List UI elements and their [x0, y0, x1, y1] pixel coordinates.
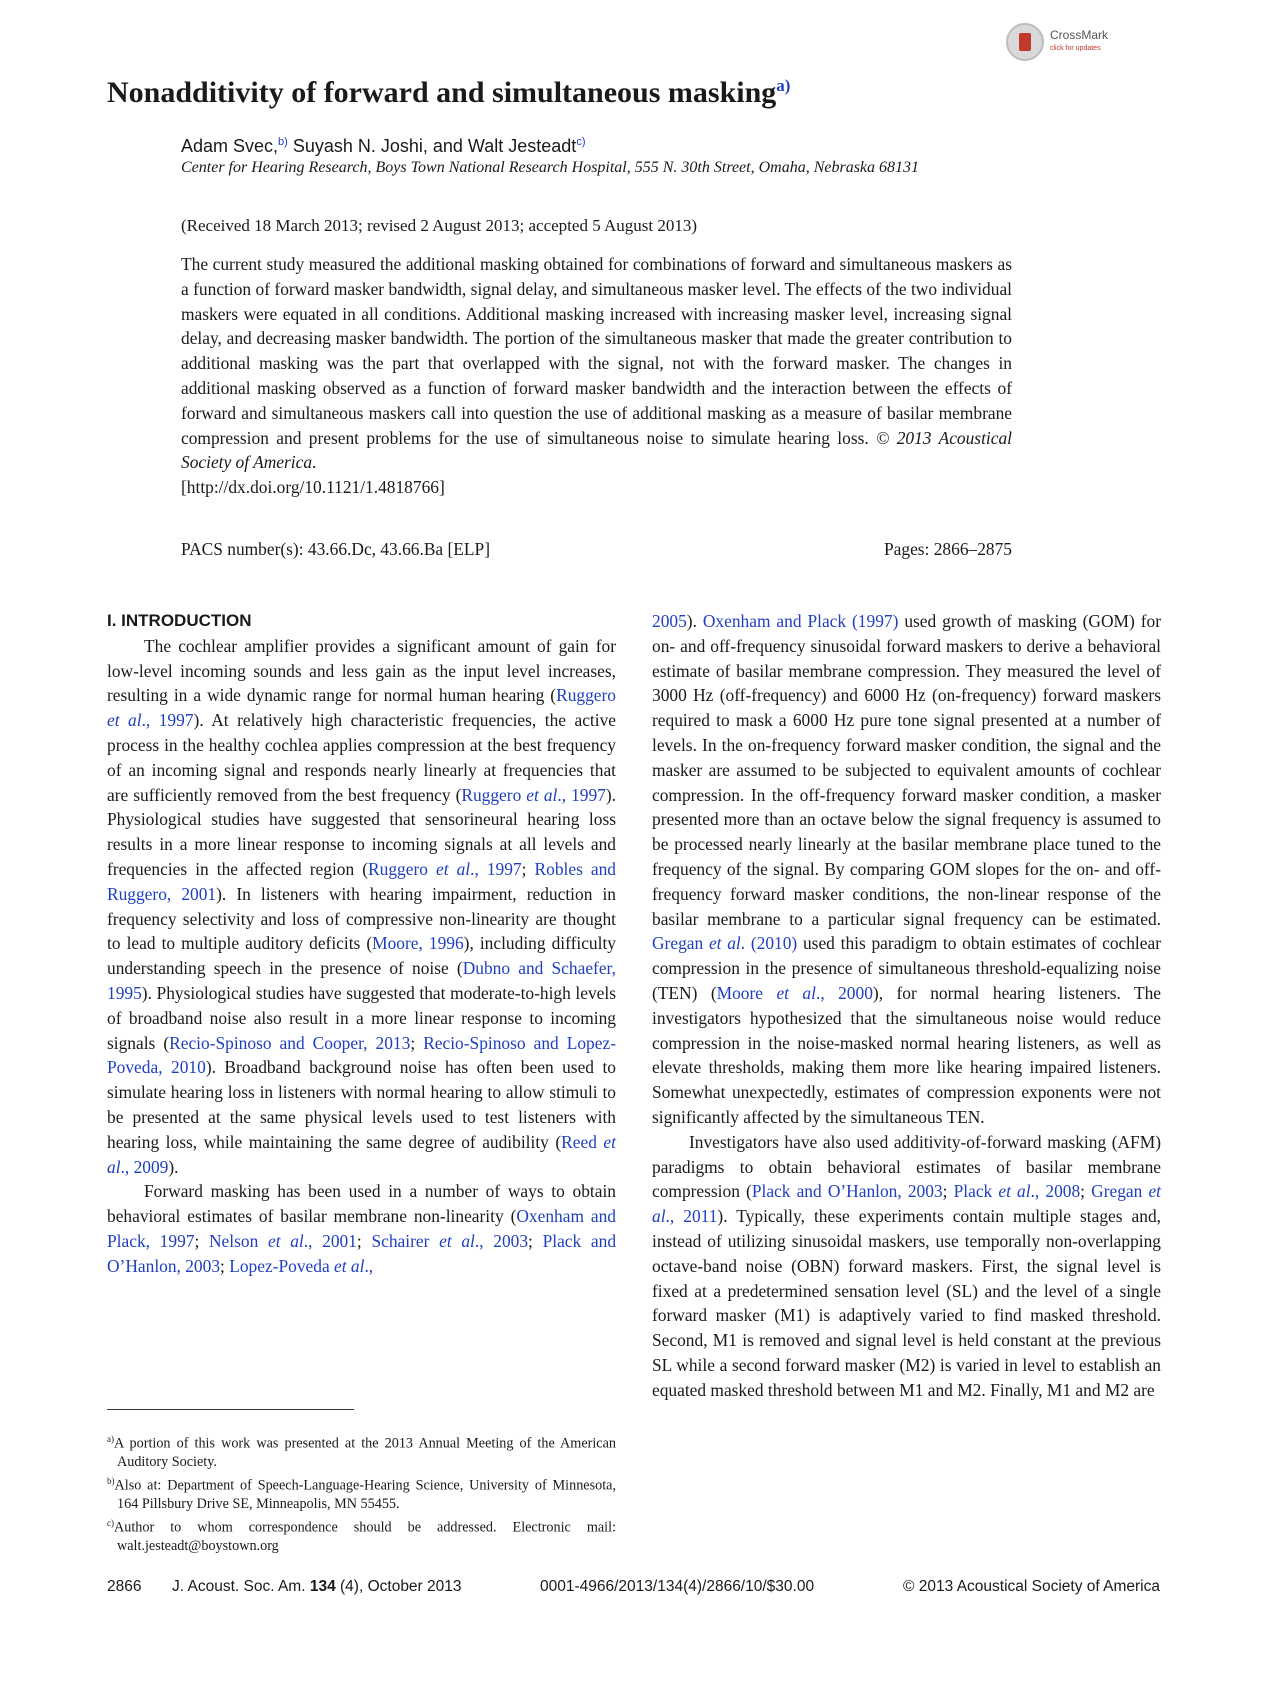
affiliation: Center for Hearing Research, Boys Town National Research Hospital, 555 N. 30th Street, Omaha, Nebraska 68131 [181, 159, 920, 176]
citation-link[interactable]: Gregan et al. (2010) [652, 933, 798, 954]
author-list [181, 131, 585, 157]
citation-link[interactable]: Recio-Spinoso and Cooper, 2013 [169, 1032, 411, 1053]
author-1: Adam Svec, [181, 136, 279, 156]
right-column [652, 609, 1161, 1403]
intro-paragraph-2-continued: 2005). Oxenham and Plack (1997) used growth of masking (GOM) for on- and off-frequency sinusoidal forward maskers to derive a behavioral estimate of basilar membrane compression. They measured the level of 3000 Hz (off-frequency) and 6000 Hz (on-frequency) forward maskers required to mask a 6000 Hz pure tone signal presented at a number of levels. In the on-frequency forward masker condition, the signal and the masker are assumed to be subjected to equivalent amounts of cochlear compression. In the off-frequency forward masker condition, a masker presented more than an octave below the signal frequency is assumed to be processed nearly linearly at the basilar membrane place tuned to the frequency of the signal. By comparing GOM slopes for the on- and off-frequency forward masker conditions, the non-linear response of the basilar membrane to a particular signal frequency can be estimated. Gregan et al. (2010) used this paradigm to obtain estimates of cochlear compression in the presence of simultaneous threshold-equalizing noise (TEN) (Moore et al., 2000), for normal hearing listeners. The investigators hypothesized that the simultaneous noise would reduce compression in the noise-masked normal hearing listeners, as well as elevate thresholds, making them more like hearing impaired listeners. Somewhat unexpectedly, estimates of compression exponents were not significantly affected by the simultaneous TEN. [652, 611, 1161, 1127]
citation-link[interactable]: Plack and O’Hanlon, 2003 [107, 1230, 617, 1276]
pacs-numbers: PACS number(s): 43.66.Dc, 43.66.Ba [ELP] [181, 539, 490, 559]
crossmark-icon [1006, 23, 1044, 61]
title-footnote-link[interactable]: a) [776, 76, 791, 95]
citation-link[interactable]: Ruggero et al., 1997 [368, 858, 522, 879]
left-column [107, 609, 616, 1279]
abstract-copyright: © 2013 Acoustical Society of America [181, 427, 1012, 473]
crossmark-sublabel: click for updates [1050, 45, 1101, 52]
page-range: Pages: 2866–2875 [883, 539, 1012, 559]
citation-link[interactable]: Schairer et al., 2003 [371, 1230, 529, 1251]
citation-link[interactable]: Oxenham and Plack, 1997 [107, 1206, 616, 1251]
citation-link[interactable]: Robles and Ruggero, 2001 [107, 858, 616, 904]
intro-paragraph-3: Investigators have also used additivity-of-forward masking (AFM) paradigms to obtain behavioral estimates of basilar membrane compression (Plack and O’Hanlon, 2003; Plack et al., 2008; Gregan et al., 2011). Typically, these experiments contain multiple stages and, instead of utilizing sinusoidal maskers, use temporally non-overlapping octave-band noise (OBN) forward maskers. First, the signal level is fixed at a predetermined sensation level (SL) and the level of a single forward masker (M1) is adaptively varied to find masked threshold. Second, M1 is removed and signal level is held constant at the previous SL while a second forward masker (M2) is varied in level to establish an equated masked threshold between M1 and M2. Finally, M1 and M2 are [652, 1131, 1162, 1400]
citation-link[interactable]: Moore et al., 2000 [716, 982, 873, 1003]
section-heading: I. INTRODUCTION [107, 611, 252, 630]
intro-paragraph-2: Forward masking has been used in a number of ways to obtain behavioral estimates of basilar membrane non-linearity (Oxenham and Plack, 1997; Nelson et al., 2001; Schairer et al., 2003; Plack and O’Hanlon, 2003; Lopez-Poveda et al., [107, 1181, 617, 1276]
citation-link[interactable]: Oxenham and Plack (1997) [702, 611, 899, 631]
intro-paragraph-1: The cochlear amplifier provides a significant amount of gain for low-level incoming sounds and less gain as the input level increases, resulting in a wide dynamic range for normal human hearing (Ruggero et al., 1997). At relatively high characteristic frequencies, the active process in the healthy cochlea applies compression at the best frequency of an incoming signal and responds nearly linearly at frequencies that are sufficiently removed from the best frequency (Ruggero et al., 1997). Physiological studies have suggested that sensorineural hearing loss results in a more linear response to incoming signals at all levels and frequencies in the affected region (Ruggero et al., 1997; Robles and Ruggero, 2001). In listeners with hearing impairment, reduction in frequency selectivity and loss of compressive non-linearity are thought to lead to multiple auditory deficits (Moore, 1996), including difficulty understanding speech in the presence of noise (Dubno and Schaefer, 1995). Physiological studies have suggested that moderate-to-high levels of broadband noise also result in a more linear response to incoming signals (Recio-Spinoso and Cooper, 2013; Recio-Spinoso and Lopez-Poveda, 2010). Broadband background noise has often been used to simulate hearing loss in listeners with normal hearing to allow stimuli to be presented at the same physical levels used to test listeners with hearing loss, while maintaining the same degree of audibility (Reed et al., 2009). [107, 635, 617, 1177]
citation-link[interactable]: Nelson et al., 2001 [209, 1230, 357, 1251]
author-2-3: Suyash N. Joshi, and Walt Jesteadt [287, 136, 577, 156]
footnote-b: $^{b)}$Also at: Department of Speech-Language-Hearing Science, University of Minnesota, 164 Pillsbury Drive SE, Minneapolis, MN 55455. [107, 1475, 616, 1513]
citation-link[interactable]: Dubno and Schaefer, 1995 [107, 958, 616, 1003]
citation-link[interactable]: Plack and O’Hanlon, 2003 [751, 1181, 943, 1202]
author-3-note-link[interactable]: c) [576, 136, 586, 148]
crossmark-badge[interactable] [1006, 20, 1118, 64]
article-title: Nonadditivity of forward and simultaneous masking$^{a)}$ [107, 76, 791, 109]
footer-journal: J. Acoust. Soc. Am. 134 (4), October 2013 [172, 1578, 462, 1595]
footnotes [107, 1430, 616, 1556]
abstract-text: The current study measured the additional masking obtained for combinations of forward and simultaneous maskers as a function of forward masker bandwidth, signal delay, and simultaneous masker level. The effects of the two individual maskers were equated in all conditions. Additional masking increased with increasing masker level, increasing signal delay, and decreasing masker bandwidth. The portion of the simultaneous masker that made the greater contribution to additional masking was the part that overlapped with the signal, not with the forward masker. The changes in additional masking observed as a function of forward masker bandwidth and the interaction between the effects of forward and simultaneous maskers call into question the use of additional masking as a measure of basilar membrane compression and present problems for the use of simultaneous noise to simulate hearing loss. [181, 254, 1012, 448]
footnote-a: $^{a)}$A portion of this work was presented at the 2013 Annual Meeting of the American Auditory Society. [107, 1434, 616, 1471]
author-1-note-link[interactable]: b) [278, 136, 288, 148]
doi-link[interactable]: [http://dx.doi.org/10.1121/1.4818766] [181, 477, 445, 498]
footer-copyright: © 2013 Acoustical Society of America [903, 1578, 1160, 1595]
footer-code: 0001-4966/2013/134(4)/2866/10/$30.00 [540, 1578, 815, 1595]
citation-link[interactable]: Ruggero et al., 1997 [461, 784, 606, 805]
citation-link[interactable]: Plack et al., 2008 [953, 1181, 1081, 1202]
citation-link[interactable]: 2005 [652, 611, 687, 631]
citation-link[interactable]: Ruggero et al., 1997 [107, 685, 616, 731]
abstract: The current study measured the additional masking obtained for combinations of forward and simultaneous maskers as a function of forward masker bandwidth, signal delay, and simultaneous masker level. The effects of the two individual maskers were equated in all conditions. Additional masking increased with increasing masker level, increasing signal delay, and decreasing masker bandwidth. The portion of the simultaneous masker that made the greater contribution to additional masking was the part that overlapped with the signal, not with the forward masker. The changes in additional masking observed as a function of forward masker bandwidth and the interaction between the effects of forward and simultaneous maskers call into question the use of additional masking as a measure of basilar membrane compression and present problems for the use of simultaneous noise to simulate hearing loss. © 2013 Acoustical Society of America. [http://dx.doi.org/10.1121/1.4818766] [181, 254, 1012, 498]
crossmark-label: CrossMark [1050, 28, 1109, 42]
citation-link[interactable]: Gregan et al., 2011 [652, 1181, 1162, 1227]
footer-page-number: 2866 [107, 1578, 142, 1595]
citation-link[interactable]: Lopez-Poveda et al., [229, 1255, 374, 1276]
footnote-c: $^{c)}$Author to whom correspondence should be addressed. Electronic mail: walt.jesteadt@boystown.org [107, 1517, 616, 1555]
received-dates: (Received 18 March 2013; revised 2 August 2013; accepted 5 August 2013) [181, 216, 698, 235]
citation-link[interactable]: Moore, 1996 [372, 933, 464, 954]
footnote-divider [107, 1409, 354, 1410]
citation-link[interactable]: Recio-Spinoso and Lopez-Poveda, 2010 [107, 1032, 616, 1078]
citation-link[interactable]: Reed et al., 2009 [107, 1131, 616, 1177]
